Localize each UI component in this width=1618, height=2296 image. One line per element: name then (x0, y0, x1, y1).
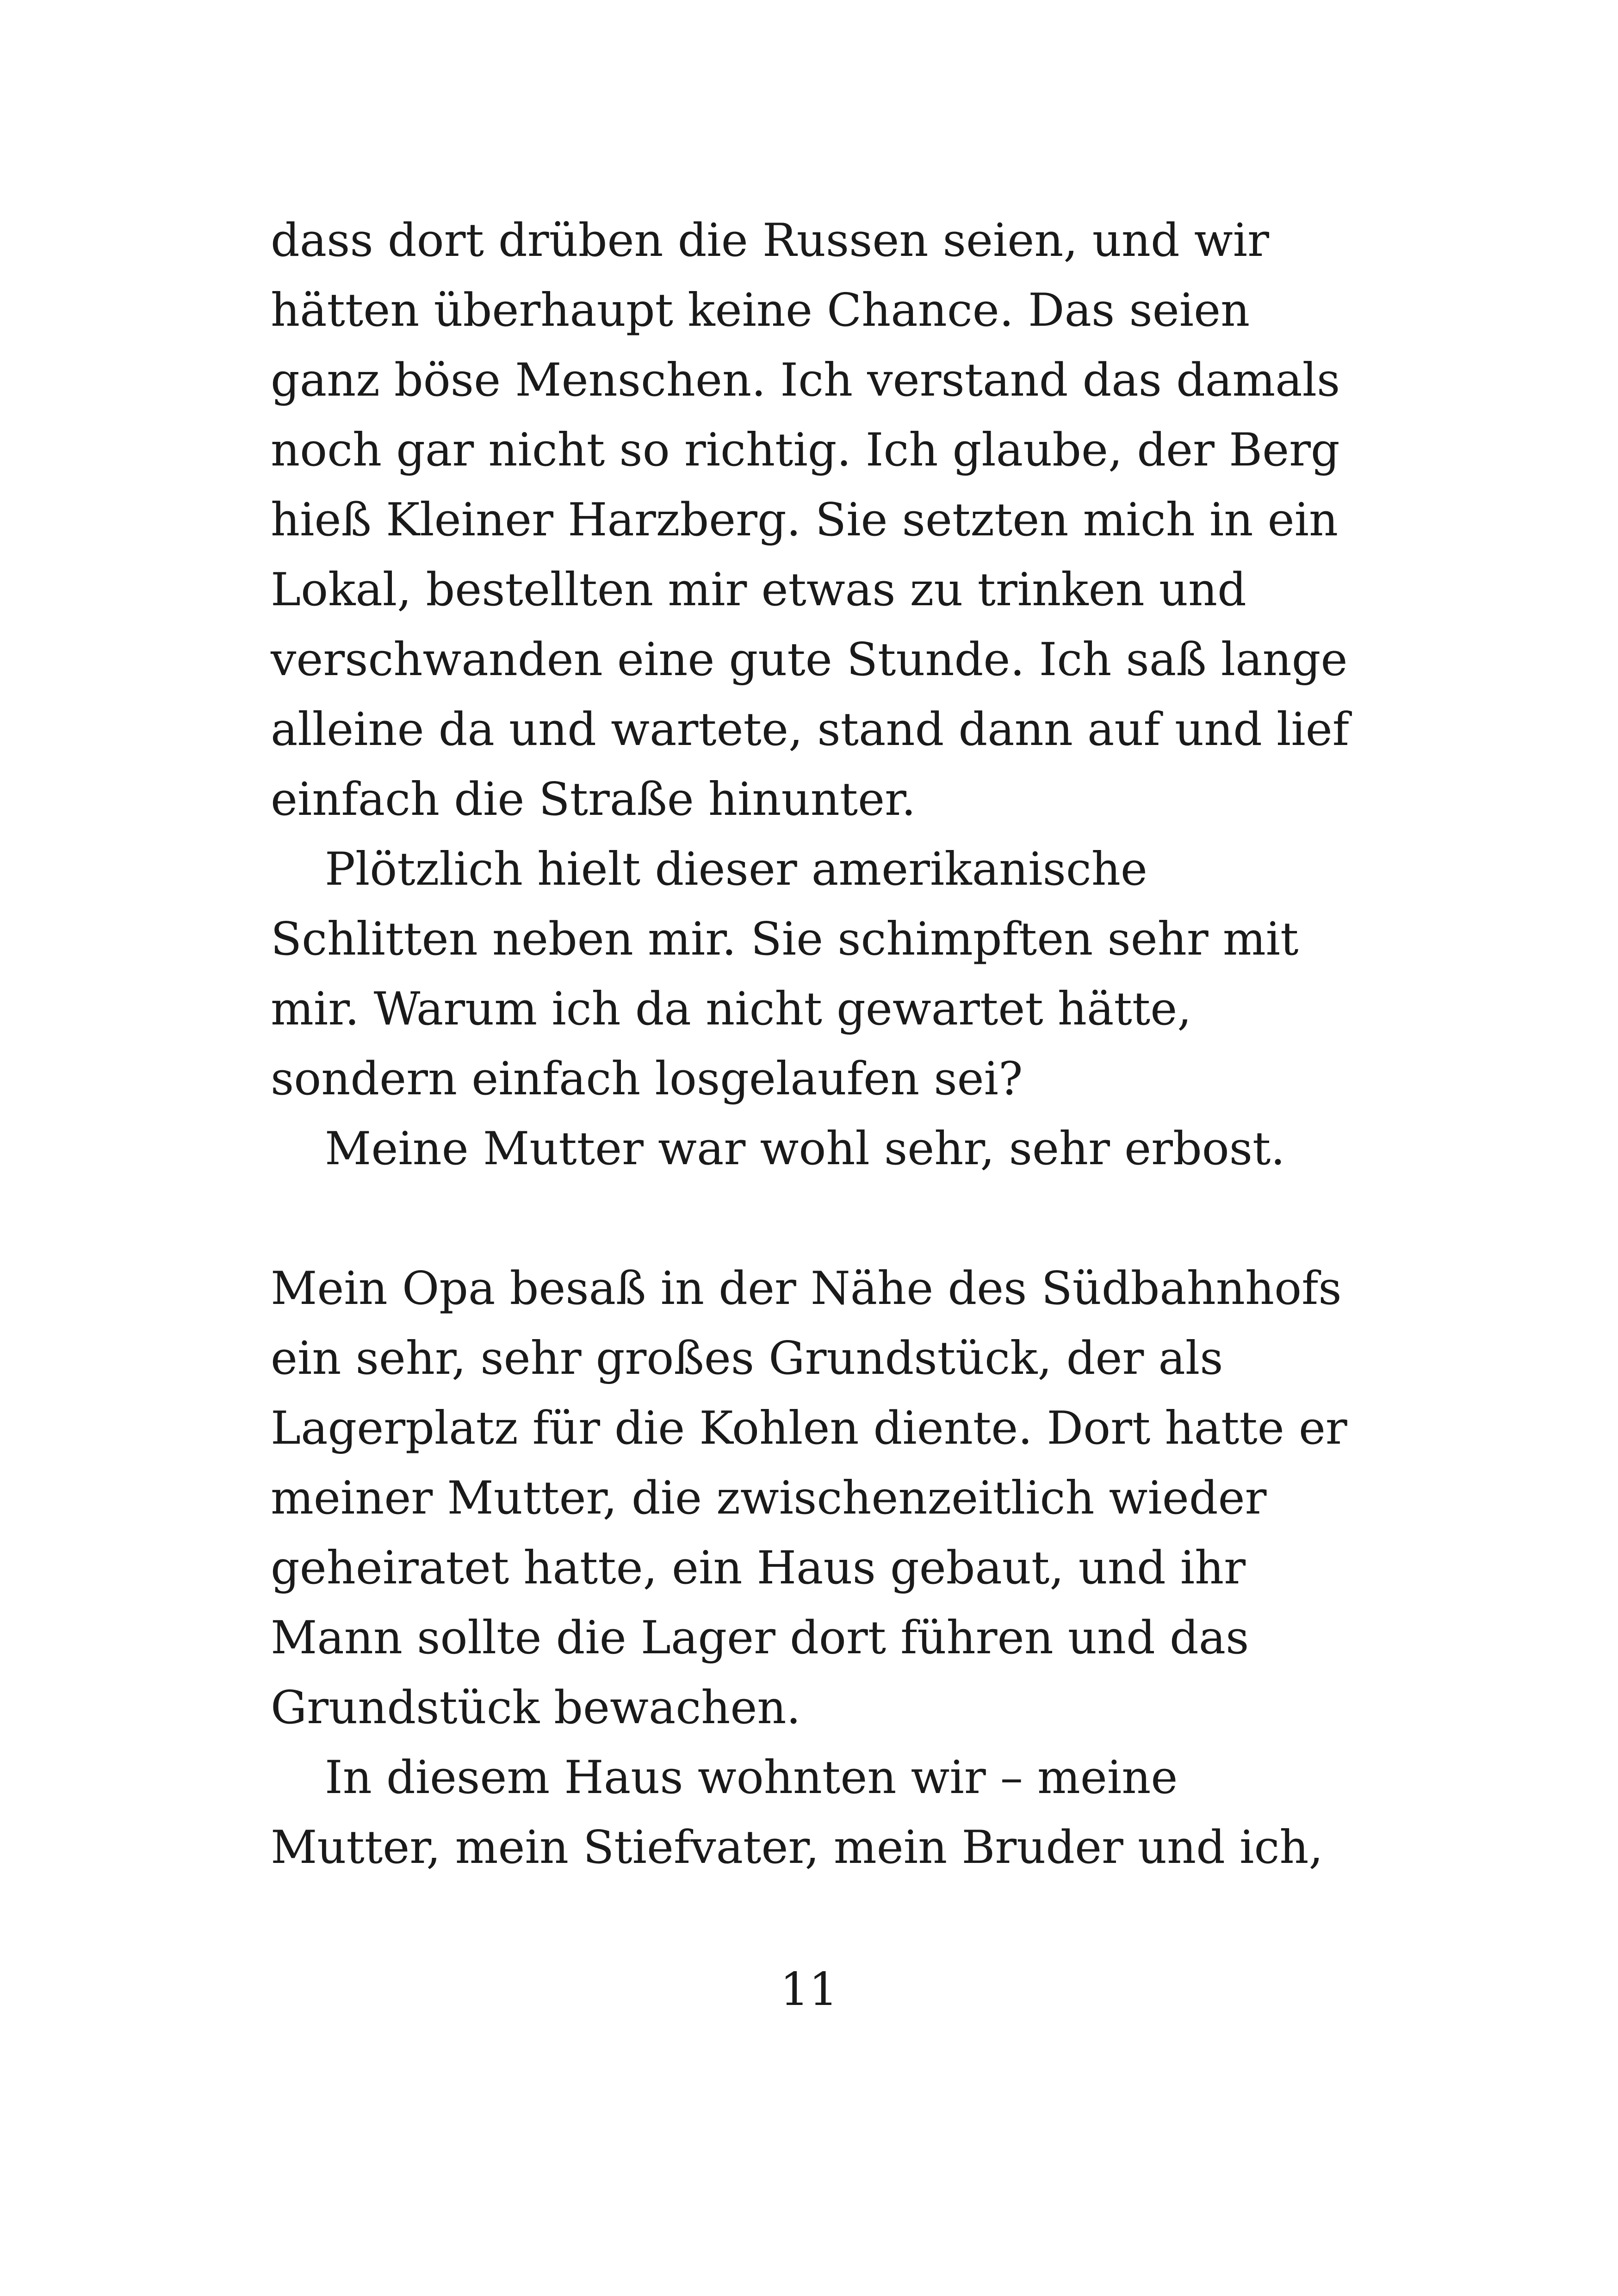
text-line: Mutter, mein Stiefvater, mein Bruder und ich, (271, 1821, 1323, 1874)
text-line: Lagerplatz für die Kohlen diente. Dort hatte er (271, 1402, 1347, 1455)
text-line: Schlitten neben mir. Sie schimpften sehr mit (271, 913, 1299, 966)
text-line: ganz böse Menschen. Ich verstand das damals (271, 354, 1340, 407)
text-line: dass dort drüben die Russen seien, und wir (271, 214, 1269, 267)
paragraph-start-line: In diesem Haus wohnten wir – meine (325, 1751, 1178, 1804)
text-line: hätten überhaupt keine Chance. Das seien (271, 284, 1250, 337)
text-line: geheiratet hatte, ein Haus gebaut, und ihr (271, 1542, 1246, 1595)
text-line: mir. Warum ich da nicht gewartet hätte, (271, 983, 1192, 1036)
text-line: alleine da und wartete, stand dann auf und lief (271, 703, 1350, 756)
section-break (271, 1184, 1390, 1254)
text-line: hieß Kleiner Harzberg. Sie setzten mich in ein (271, 494, 1339, 546)
page-number: 11 (780, 1963, 838, 2016)
text-line: einfach die Straße hinunter. (271, 773, 916, 826)
text-line: Grundstück bewachen. (271, 1682, 801, 1734)
paragraph-start-line: Meine Mutter war wohl sehr, sehr erbost. (325, 1123, 1285, 1175)
text-line: verschwanden eine gute Stunde. Ich saß lange (271, 633, 1348, 686)
text-line: noch gar nicht so richtig. Ich glaube, der Berg (271, 424, 1340, 477)
text-line: Mein Opa besaß in der Nähe des Südbahnhofs (271, 1262, 1342, 1315)
body-text (271, 206, 1390, 1883)
text-line: Mann sollte die Lager dort führen und das (271, 1612, 1249, 1664)
text-line: ein sehr, sehr großes Grundstück, der als (271, 1332, 1223, 1385)
text-line: sondern einfach losgelaufen sei? (271, 1053, 1023, 1105)
text-line: Lokal, bestellten mir etwas zu trinken und (271, 564, 1246, 616)
paragraph-start-line: Plötzlich hielt dieser amerikanische (325, 843, 1147, 896)
text-line: meiner Mutter, die zwischenzeitlich wieder (271, 1472, 1267, 1525)
